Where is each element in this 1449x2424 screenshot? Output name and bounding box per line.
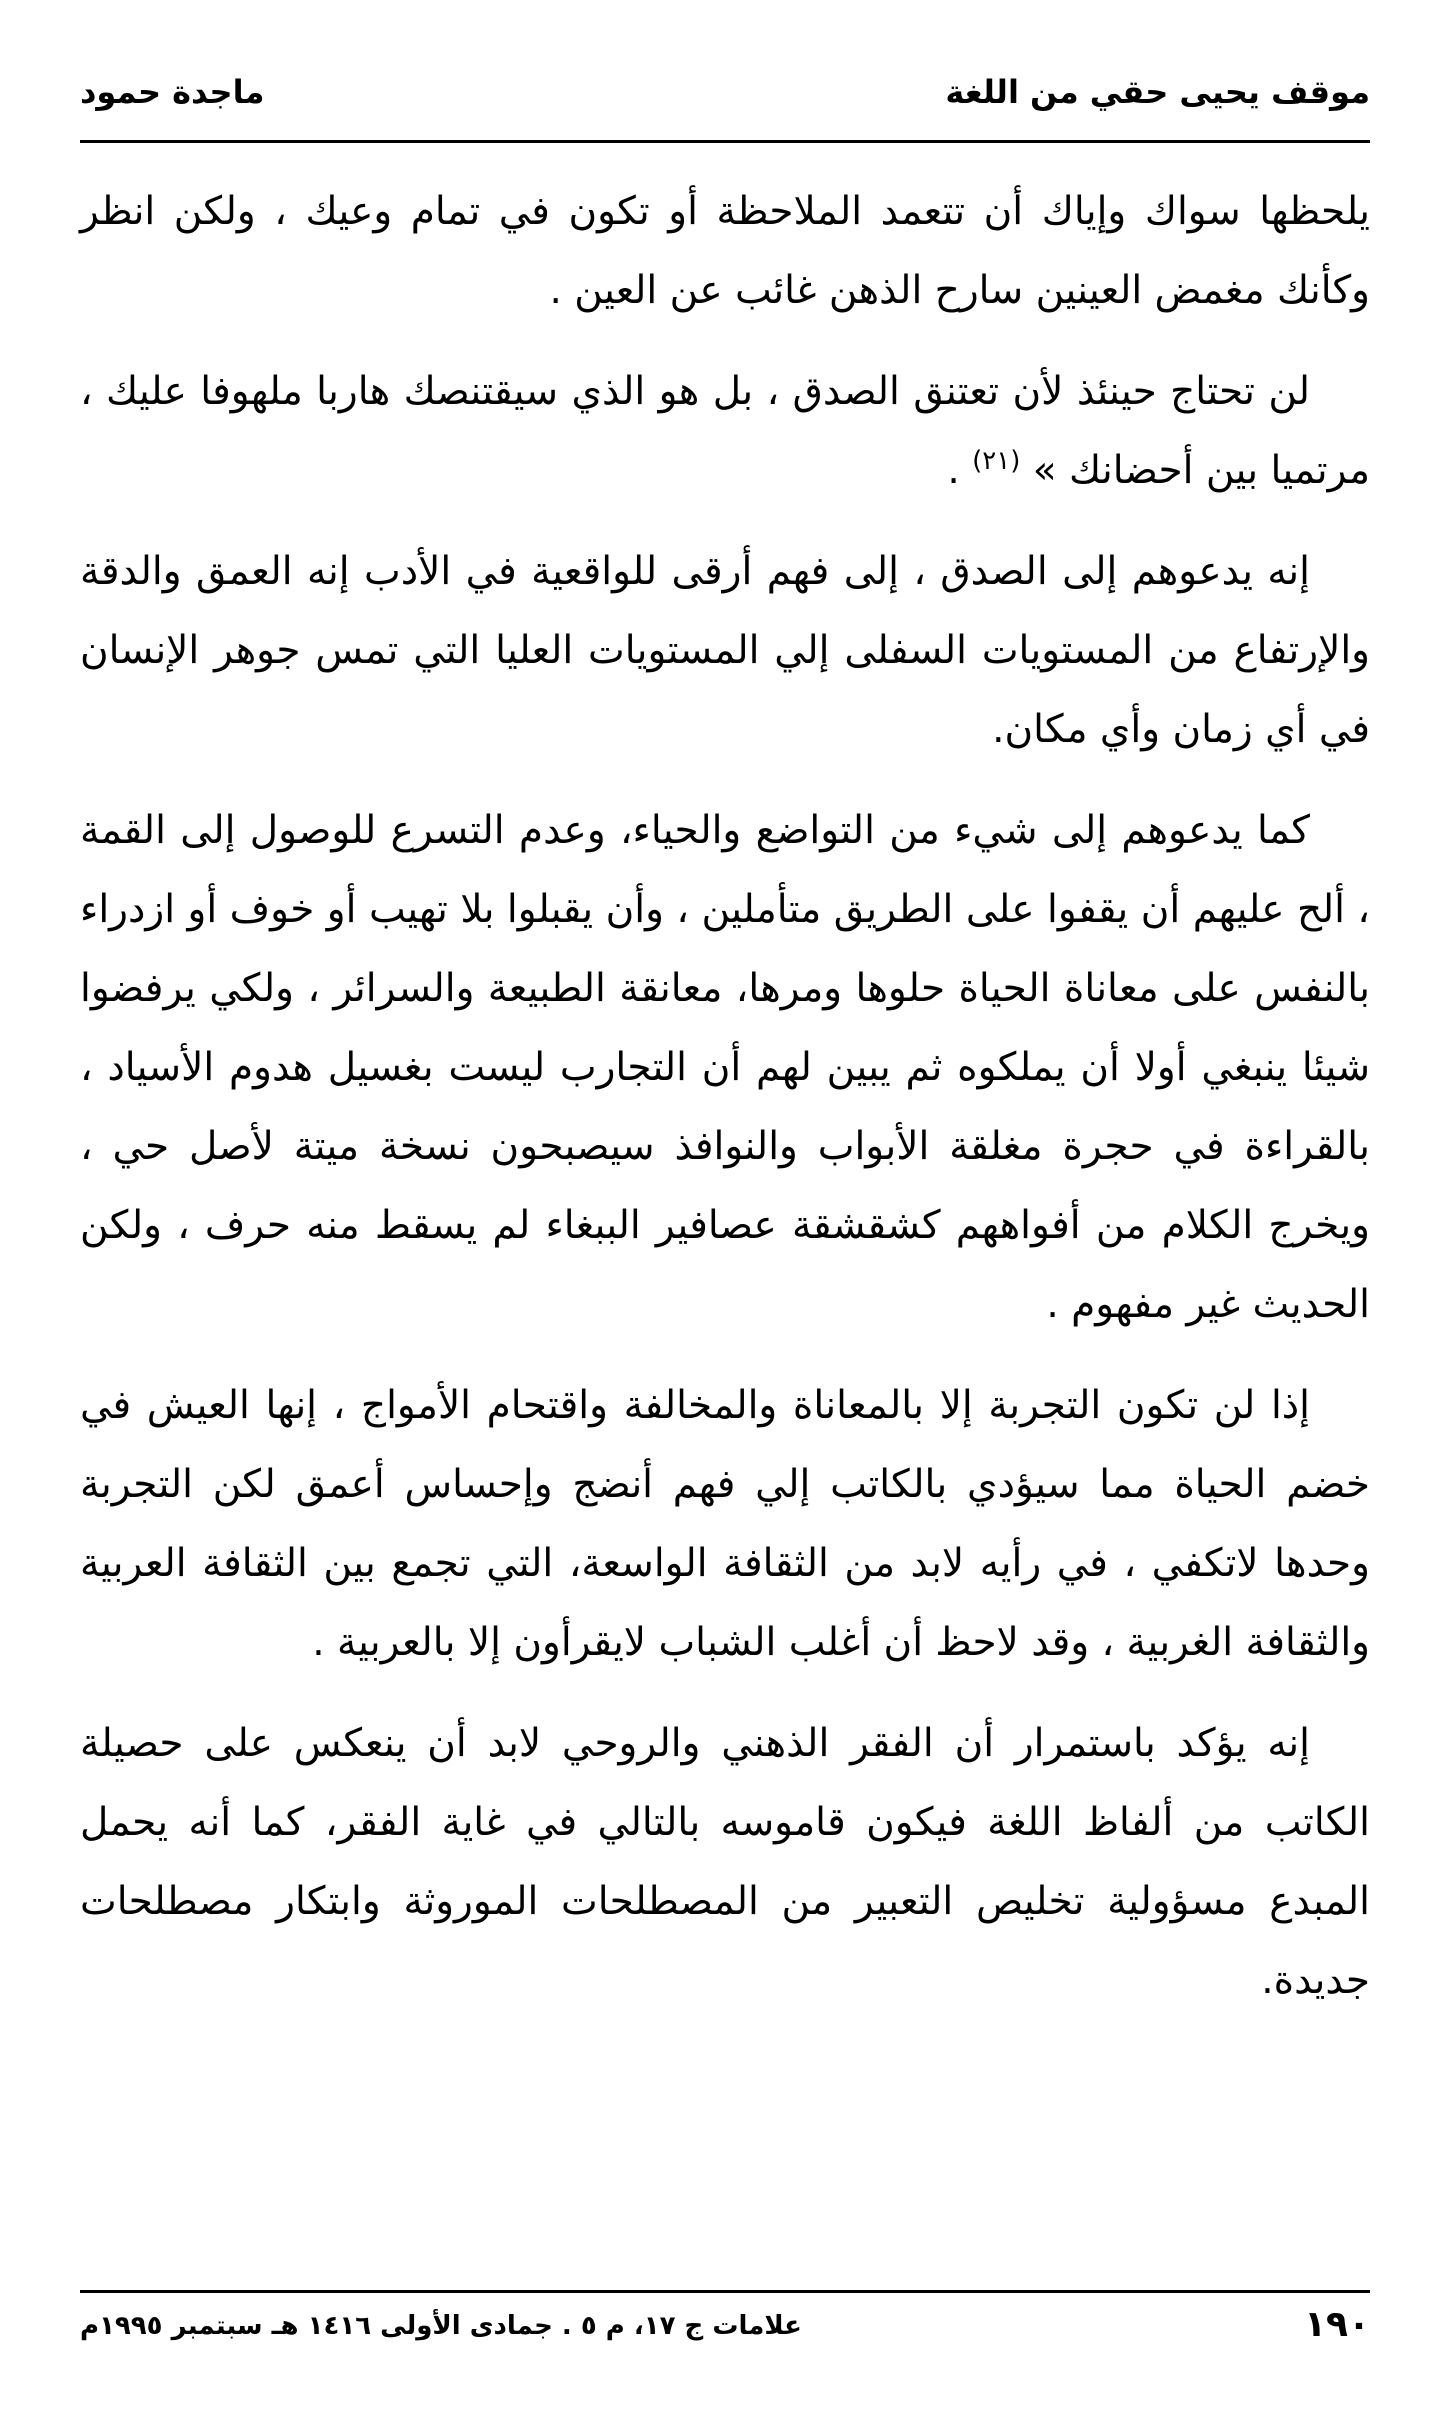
paragraph: يلحظها سواك وإياك أن تتعمد الملاحظة أو تكون في تمام وعيك ، ولكن انظر وكأنك مغمض العينين سارح الذهن غائب عن العين . [80, 189, 1370, 313]
paragraph [80, 352, 1370, 510]
page-number: ١٩٠ [1304, 2304, 1370, 2345]
footer-rule [80, 2290, 1370, 2293]
paragraph: إنه يدعوهم إلى الصدق ، إلى فهم أرقى للواقعية في الأدب إنه العمق والدقة والإرتفاع من المستويات السفلى إلي المستويات العليا التي تمس جوهر الإنسان في أي زمان وأي مكان. [80, 549, 1370, 752]
footnote-reference: (٢١) [972, 446, 1021, 476]
body-text [80, 172, 1370, 2042]
paragraph-end: . [947, 448, 973, 493]
paragraph: إنه يؤكد باستمرار أن الفقر الذهني والروحي لابد أن ينعكس على حصيلة الكاتب من ألفاظ اللغة فيكون قاموسه بالتالي في غاية الفقر، كما أنه يحمل المبدع مسؤولية تخليص التعبير من المصطلحات الموروثة وابتكار مصطلحات جديدة. [80, 1721, 1370, 2003]
paragraph: كما يدعوهم إلى شيء من التواضع والحياء، وعدم التسرع للوصول إلى القمة ، ألح عليهم أن يقفوا على الطريق متأملين ، وأن يقبلوا بلا تهيب أو خوف أو ازدراء بالنفس على معاناة الحياة حلوها ومرها، معانقة الطبيعة والسرائر ، ولكي يرفضوا شيئا ينبغي أولا أن يملكوه ثم يبين لهم أن التجارب ليست بغسيل هدوم الأسياد ، بالقراءة في حجرة مغلقة الأبواب والنوافذ سيصبحون نسخة ميتة لأصل حي ، ويخرج الكلام من أفواههم كشقشقة عصافير الببغاء لم يسقط منه حرف ، ولكن الحديث غير مفهوم . [80, 808, 1370, 1327]
paragraph: إذا لن تكون التجربة إلا بالمعاناة والمخالفة واقتحام الأمواج ، إنها العيش في خضم الحياة مما سيؤدي بالكاتب إلي فهم أنضج وإحساس أعمق لكن التجربة وحدها لاتكفي ، في رأيه لابد من الثقافة الواسعة، التي تجمع بين الثقافة العربية والثقافة الغربية ، وقد لاحظ أن أغلب الشباب لايقرأون إلا بالعربية . [80, 1383, 1370, 1665]
paragraph-text: لن تحتاج حينئذ لأن تعتنق الصدق ، بل هو الذي سيقتنصك هاربا ملهوفا عليك ، مرتميا بين أحضانك » [80, 369, 1370, 493]
header-rule [80, 140, 1370, 143]
journal-citation: علامات ج ١٧، م ٥ . جمادى الأولى ١٤١٦ هـ سبتمبر ١٩٩٥م [80, 2311, 802, 2341]
author-name: ماجدة حمود [80, 73, 265, 111]
page-header [80, 70, 1370, 130]
running-title: موقف يحيى حقي من اللغة [945, 73, 1370, 111]
page-footer [80, 2300, 1370, 2360]
